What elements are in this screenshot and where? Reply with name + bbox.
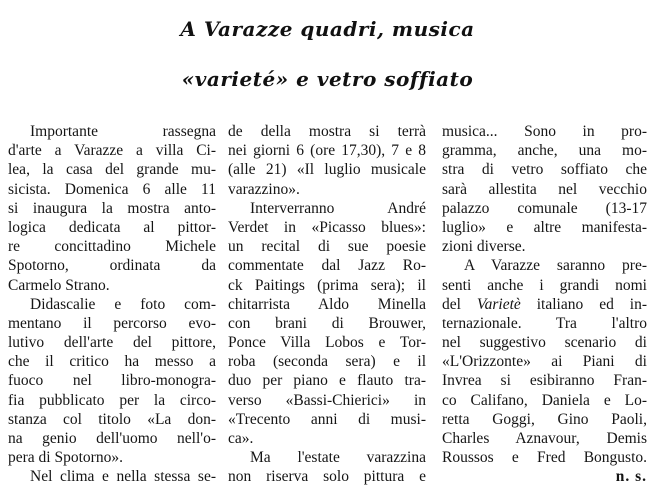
article-text-line: nei giorni 6 (ore 17,30), 7 e 8 xyxy=(228,142,426,160)
article-text-line: luglio» e altre manifesta- xyxy=(442,218,647,236)
article-text-line: Carmelo Strano. xyxy=(8,276,110,294)
article-text-line: mentano il percorso evo- xyxy=(8,314,216,332)
article-text-line: musica... Sono in pro- xyxy=(442,123,647,140)
article-text-line: sicista. Domenica 6 alle 11 xyxy=(8,180,216,198)
article-text-line: A Varazze saranno pre- xyxy=(464,257,647,275)
article-text-line: ternazionale. Tra l'altro xyxy=(442,314,647,332)
article-text-line: Verdet in «Picasso blues»: xyxy=(228,218,426,236)
article-text-line: Nel clima e nella stessa se- xyxy=(30,468,216,486)
article-text-line: fia pubblicato per la circo- xyxy=(8,391,216,409)
article-column-3 xyxy=(442,122,647,487)
author-signature: n. s. xyxy=(615,468,647,486)
article-text-line: Ma l'estate varazzina xyxy=(250,449,426,467)
article-text-line: stanza col titolo «La don- xyxy=(8,410,216,428)
article-text-line: fuoco nel libro-monogra- xyxy=(8,372,216,390)
article-text-line: (alle 21) «Il luglio musicale xyxy=(228,161,426,179)
article-text-line: «Trecento anni di musi- xyxy=(228,410,426,428)
article-text-line: na genio dell'uomo nell'o- xyxy=(8,430,216,447)
article-text-line: Importante rassegna xyxy=(30,123,216,140)
headline-line: «varieté» e vetro soffiato xyxy=(181,67,474,91)
article-column-1 xyxy=(8,122,216,487)
article-text-line: non riserva solo pittura e xyxy=(228,468,426,486)
article-text-line: sarà allestita nel vecchio xyxy=(442,180,647,198)
article-text-line: lea, la casa del grande mu- xyxy=(8,161,216,179)
article-text-line: Spotorno, ordinata da xyxy=(8,257,216,275)
article-text-line: stra di vetro soffiato che xyxy=(442,161,647,179)
article-text-line: d'arte a Varazze a villa Ci- xyxy=(8,142,216,160)
article-text-line: si inaugura la mostra anto- xyxy=(8,199,216,217)
article-text-line: logica dedicata al pittor- xyxy=(8,218,216,236)
article-text-line: senti anche i grandi nomi xyxy=(442,276,647,294)
article-column-2 xyxy=(228,122,426,487)
article-text-line: zioni diverse. xyxy=(442,238,526,256)
italic-term: Varietè xyxy=(476,295,521,313)
article-text-line: del Varietè italiano ed in- xyxy=(442,295,647,313)
article-text-line: palazzo comunale (13-17 xyxy=(442,199,647,217)
article-text-line: lutivo dell'arte del pittore, xyxy=(8,334,216,352)
article-text-line: duo per piano e flauto tra- xyxy=(228,372,426,390)
article-text-line: co Califano, Daniela e Lo- xyxy=(442,391,647,409)
article-text-line: roba (seconda sera) e il xyxy=(228,353,426,371)
article-text-line: pera di Spotorno». xyxy=(8,449,123,467)
article-text-line: verso «Bassi-Chierici» in xyxy=(228,391,426,409)
article-text-line: «L'Orizzonte» ai Piani di xyxy=(442,353,647,371)
article-text-line: Roussos e Fred Bongusto. xyxy=(442,449,647,467)
headline-line: A Varazze quadri, musica xyxy=(180,17,475,41)
article-text-line: grammа, anche, una mo- xyxy=(442,142,647,160)
article-text-line: retta Goggi, Gino Paoli, xyxy=(442,410,647,428)
article-text-line: ck Paitings (prima sera); il xyxy=(228,276,426,294)
article-text-line: Charles Aznavour, Demis xyxy=(442,430,647,447)
article-headline xyxy=(0,4,655,104)
article-text-line: re concittadino Michele xyxy=(8,238,216,256)
article-text-line: Invrea si esibiranno Fran- xyxy=(442,372,647,390)
article-text-line: con brani di Brouwer, xyxy=(228,314,426,332)
article-text-line: ca». xyxy=(228,430,254,447)
article-text-line: Interverranno André xyxy=(250,199,426,217)
article-text-line: chitarrista Aldo Minella xyxy=(228,295,426,313)
article-text-line: un recital di sue poesie xyxy=(228,238,426,256)
article-text-line: Didascalie e foto com- xyxy=(30,295,216,313)
article-text-line: commentate dal Jazz Ro- xyxy=(228,257,426,275)
article-text-line: varazzino». xyxy=(228,180,300,198)
article-text-line: che il critico ha messo a xyxy=(8,353,216,371)
article-text-line: de della mostra si terrà xyxy=(228,123,426,140)
article-text-line: Ponce Villa Lobos e Tor- xyxy=(228,334,426,352)
article-text-line: nel suggestivo scenario di xyxy=(442,334,647,352)
